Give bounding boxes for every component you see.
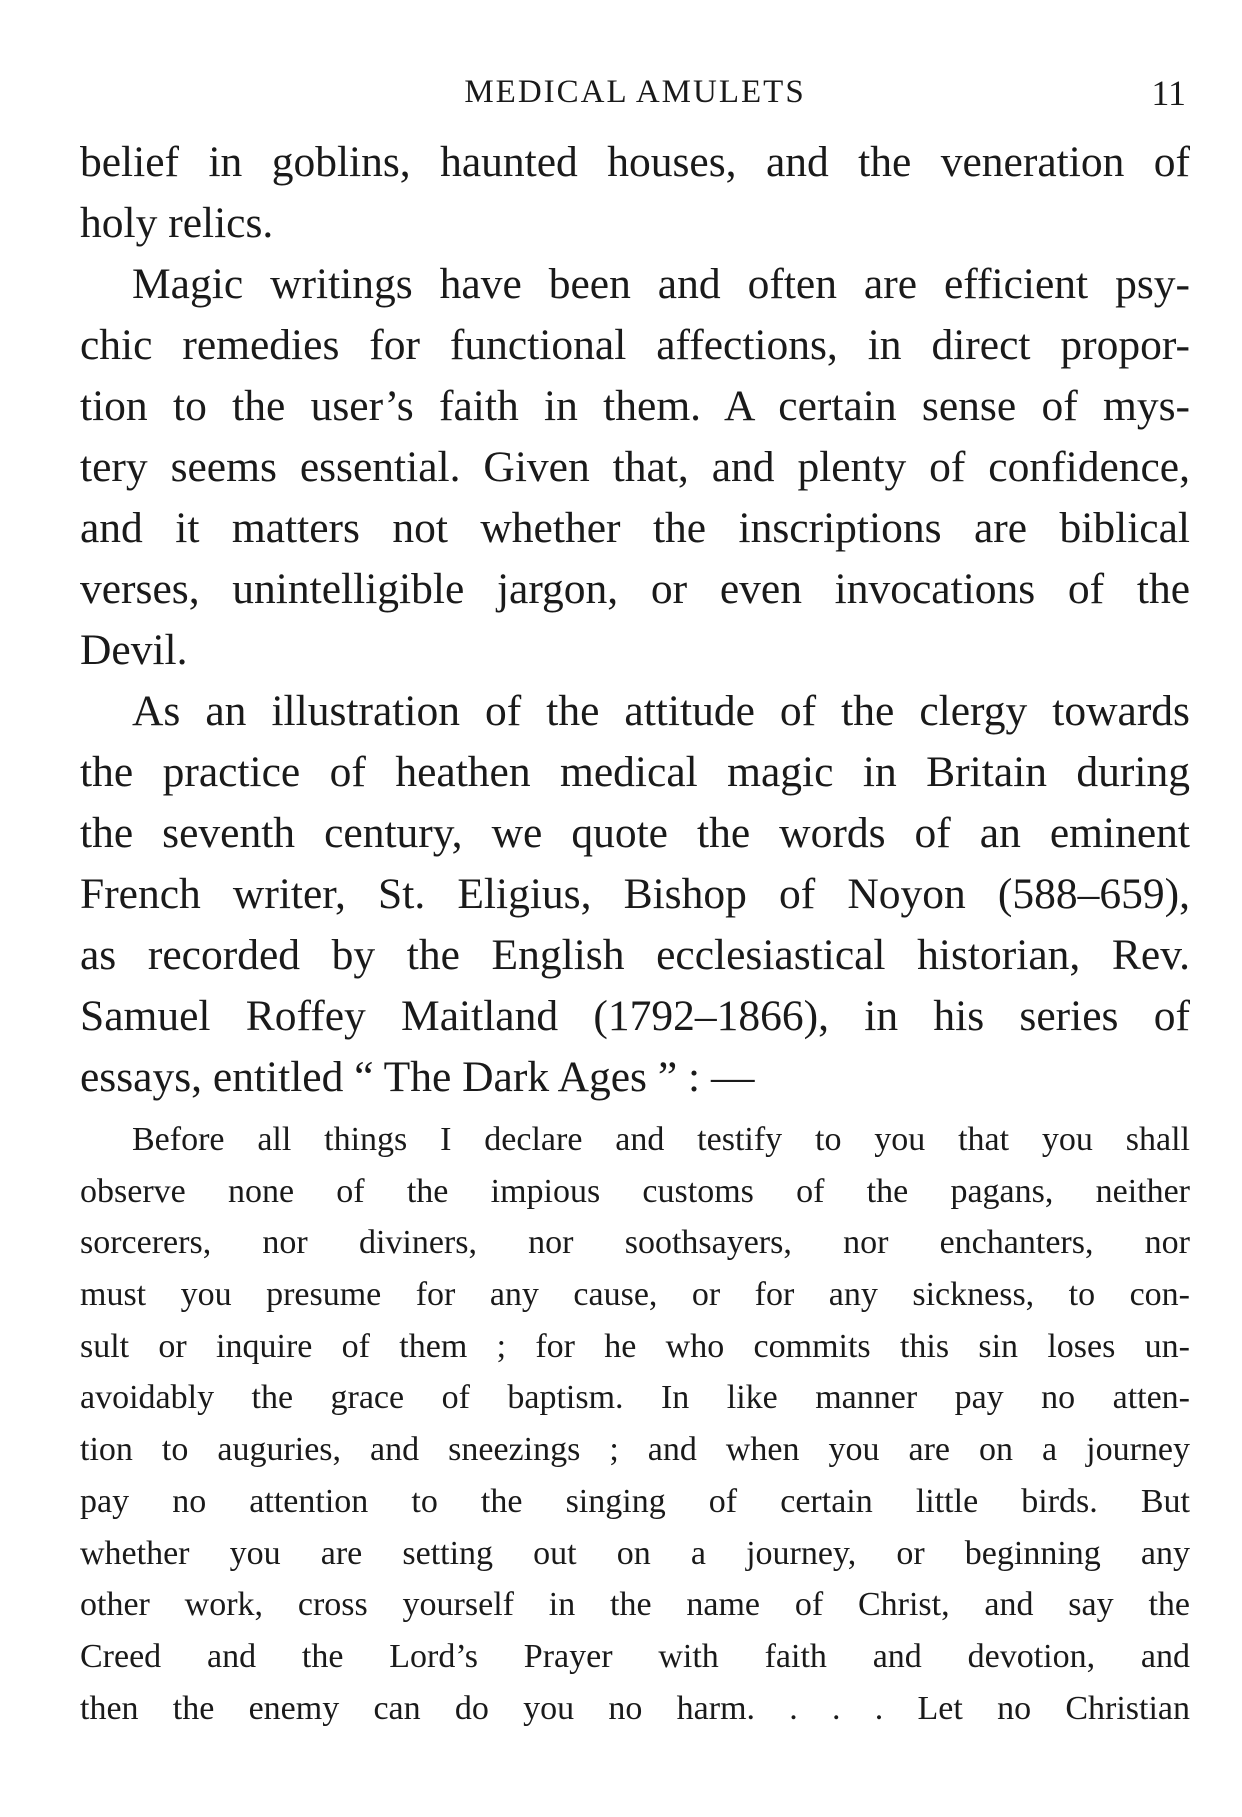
body-line: verses, unintelligible jargon, or even invocations of the [80,565,1190,613]
body-line: Magic writings have been and often are efficient psy- [132,260,1190,308]
body-line: belief in goblins, haunted houses, and the veneration of [80,138,1190,186]
quote-line: whether you are setting out on a journey, or beginning any [80,1534,1190,1572]
quote-line: then the enemy can do you no harm. . . . Let no Christian [80,1689,1190,1727]
quote-line: sult or inquire of them ; for he who commits this sin loses un- [80,1327,1190,1365]
body-line: tery seems essential. Given that, and plenty of confidence, [80,443,1190,491]
body-line: Samuel Roffey Maitland (1792–1866), in his series of [80,992,1190,1040]
body-line: holy relics. [80,199,274,247]
body-line: essays, entitled “ The Dark Ages ” : — [80,1053,755,1101]
quote-line: Creed and the Lord’s Prayer with faith and devotion, and [80,1637,1190,1675]
quote-line: other work, cross yourself in the name of Christ, and say the [80,1586,1190,1624]
quote-line: Before all things I declare and testify to you that you shall [132,1121,1190,1158]
body-line: the practice of heathen medical magic in Britain during [80,748,1190,796]
body-line: chic remedies for functional affections, in direct propor- [80,321,1190,369]
running-title: MEDICAL AMULETS [464,74,806,110]
block-quote [80,1114,1190,1734]
body-text [80,132,1190,1108]
body-line: French writer, St. Eligius, Bishop of Noyon (588–659), [80,870,1190,918]
quote-line: avoidably the grace of baptism. In like manner pay no atten- [80,1379,1190,1417]
quote-line: observe none of the impious customs of the pagans, neither [80,1172,1190,1210]
body-line: tion to the user’s faith in them. A certain sense of mys- [80,382,1190,430]
body-line: the seventh century, we quote the words of an eminent [80,809,1190,857]
quote-line: pay no attention to the singing of certain little birds. But [80,1482,1190,1520]
page-number: 11 [1151,73,1186,113]
body-line: as recorded by the English ecclesiastical historian, Rev. [80,931,1190,979]
body-line: Devil. [80,626,188,674]
quote-line: must you presume for any cause, or for any sickness, to con- [80,1276,1190,1314]
quote-line: sorcerers, nor diviners, nor soothsayers, nor enchanters, nor [80,1224,1190,1262]
body-line: and it matters not whether the inscriptions are biblical [80,504,1190,552]
body-line: As an illustration of the attitude of the clergy towards [132,687,1190,735]
running-head [80,68,1190,118]
quote-line: tion to auguries, and sneezings ; and when you are on a journey [80,1431,1190,1469]
